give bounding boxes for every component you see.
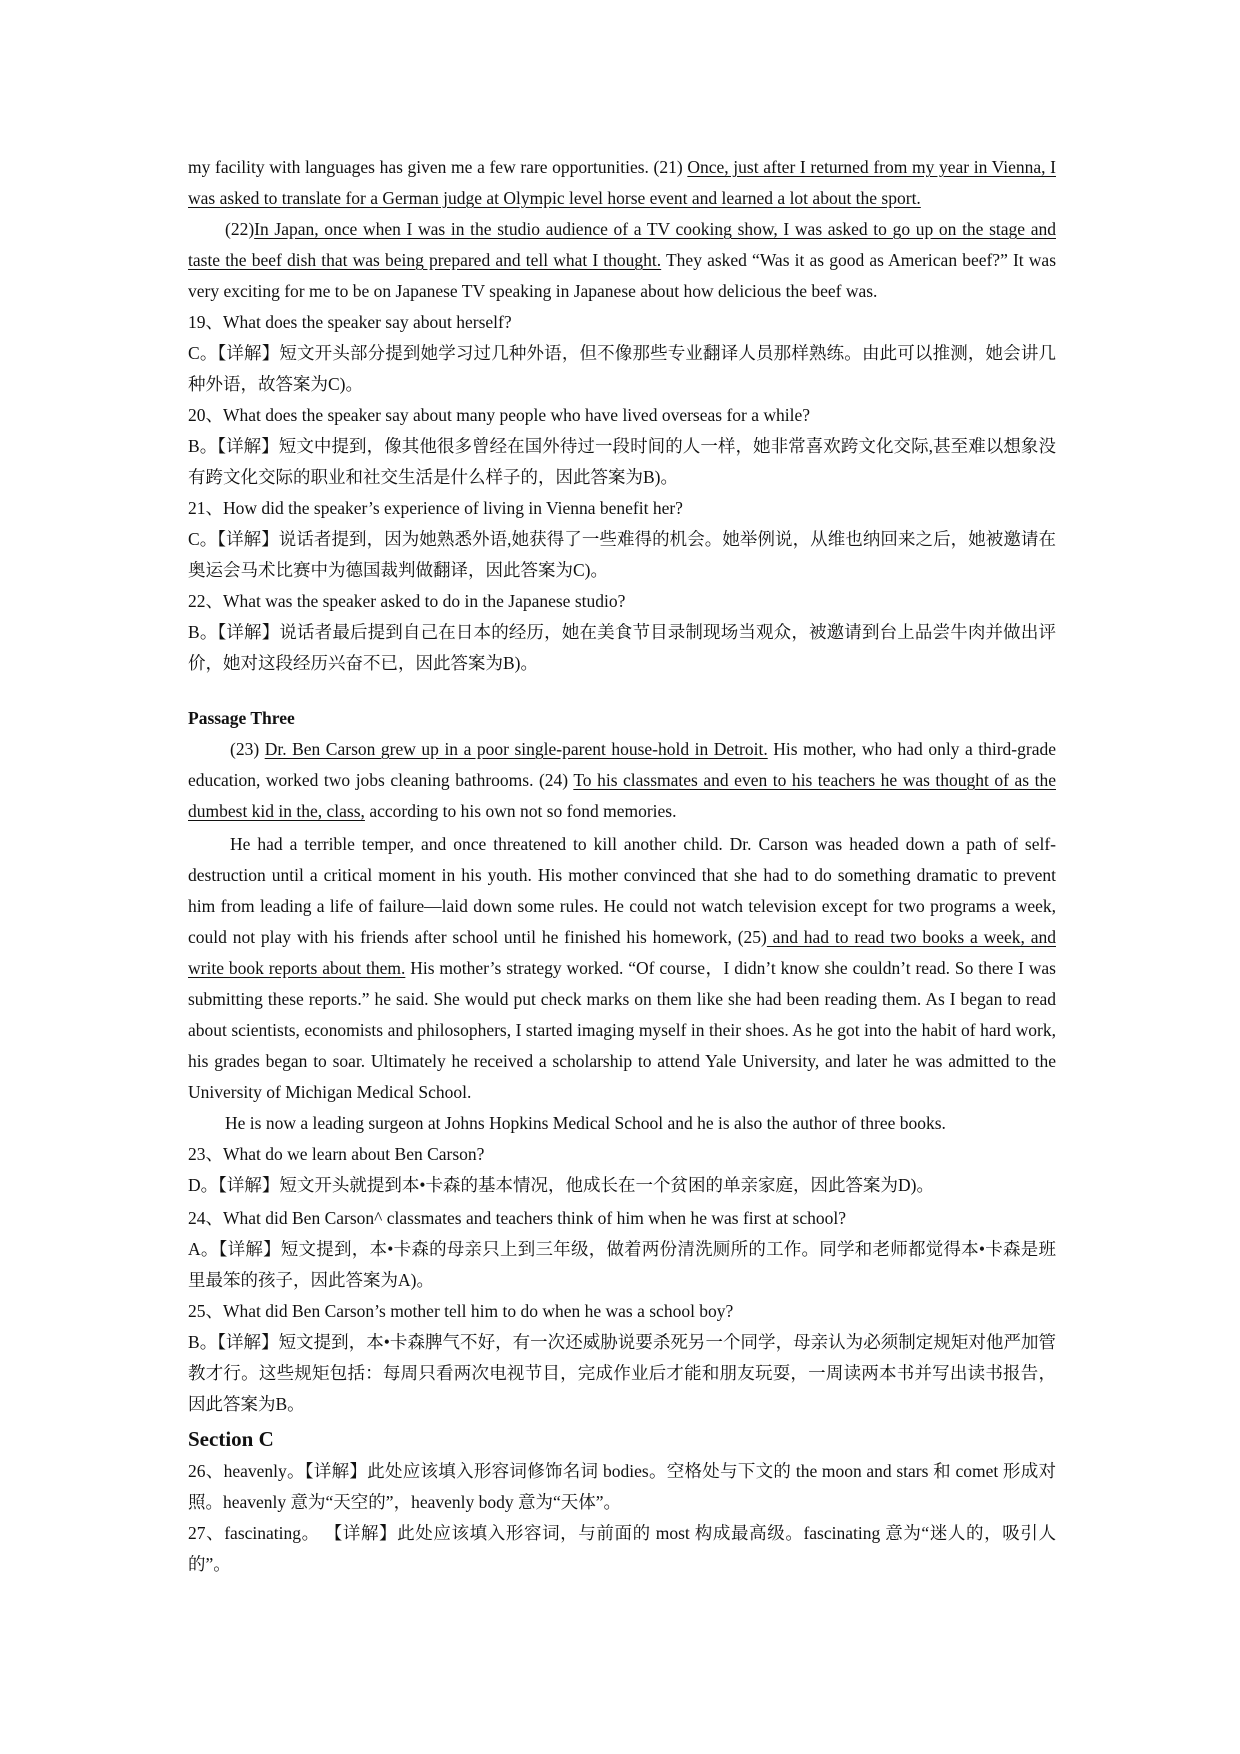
question-20: 20、What does the speaker say about many people who have lived overseas for a while? xyxy=(188,405,811,425)
question-number: (22) xyxy=(225,219,255,239)
passage-three-paragraph xyxy=(188,829,1056,1108)
paragraph-text: He had a terrible temper, and once threatened to kill another child. Dr. Carson was headed down a path of self-destruction until a critical moment in his youth. His mother convinced that she had to do something dramatic to prevent him from leading a life of failure—laid down some rules. He could not watch television except for two programs a week, could not play with his friends after school until he finished his homework, (25) xyxy=(188,834,1056,947)
answer-19: C。【详解】短文开头部分提到她学习过几种外语，但不像那些专业翻译人员那样熟练。由此可以推测，她会讲几种外语，故答案为C)。 xyxy=(188,343,1056,394)
question-22: 22、What was the speaker asked to do in the Japanese studio? xyxy=(188,591,626,611)
underlined-answer-21: Once, just after I returned from my year in Vienna, I was asked to translate for a German judge at Olympic level horse event and learned a lot about the sport. xyxy=(188,157,1056,208)
underlined-answer-25: and had to read two books a week, and write book reports about them. xyxy=(188,927,1056,978)
question-number: (23) xyxy=(230,739,265,759)
paragraph-text: His mother, who had only a third-grade education, worked two jobs cleaning bathrooms. (24) xyxy=(188,739,1056,790)
underlined-answer-24: To his classmates and even to his teachers he was thought of as the dumbest kid in the, class, xyxy=(188,770,1057,821)
passage-two-paragraph xyxy=(188,152,1056,214)
question-24: 24、What did Ben Carson^ classmates and teachers think of him when he was first at school? xyxy=(188,1208,846,1228)
answer-26: 26、heavenly。【详解】此处应该填入形容词修饰名词 bodies。空格处与下文的 the moon and stars 和 comet 形成对照。heavenly 意为“天空的”，heavenly body 意为“天体”。 xyxy=(188,1461,1056,1512)
answer-20: B。【详解】短文中提到，像其他很多曾经在国外待过一段时间的人一样，她非常喜欢跨文化交际,甚至难以想象没有跨文化交际的职业和社交生活是什么样子的，因此答案为B)。 xyxy=(188,436,1056,487)
passage-two-paragraph xyxy=(188,214,1056,307)
page-content xyxy=(188,152,1056,1580)
passage-three-paragraph xyxy=(188,734,1056,827)
underlined-answer-23: Dr. Ben Carson grew up in a poor single-parent house-hold in Detroit. xyxy=(264,739,768,759)
underlined-answer-22: In Japan, once when I was in the studio audience of a TV cooking show, I was asked to go up on the stage and taste the beef dish that was being prepared and tell what I thought. xyxy=(188,219,1056,270)
answer-22: B。【详解】说话者最后提到自己在日本的经历，她在美食节目录制现场当观众，被邀请到台上品尝牛肉并做出评价，她对这段经历兴奋不已，因此答案为B)。 xyxy=(188,622,1056,673)
paragraph-text: His mother’s strategy worked. “Of course，I didn’t know she couldn’t read. So there I was submitting these reports.” he said. She would put check marks on them like she had been reading them. As I began to read about scientists, economists and philosophers, I started imaging myself in their shoes. As he got into the habit of hard work, his grades began to soar. Ultimately he received a scholarship to attend Yale University, and later he was admitted to the University of Michigan Medical School. xyxy=(188,958,1056,1102)
passage-three-paragraph: He is now a leading surgeon at Johns Hopkins Medical School and he is also the author of three books. xyxy=(225,1113,946,1133)
paragraph-text: my facility with languages has given me a few rare opportunities. (21) xyxy=(188,157,688,177)
question-25: 25、What did Ben Carson’s mother tell him to do when he was a school boy? xyxy=(188,1301,734,1321)
answer-21: C。【详解】说话者提到，因为她熟悉外语,她获得了一些难得的机会。她举例说，从维也纳回来之后，她被邀请在奥运会马术比赛中为德国裁判做翻译，因此答案为C)。 xyxy=(188,529,1056,580)
answer-25: B。【详解】短文提到，本•卡森脾气不好，有一次还威胁说要杀死另一个同学，母亲认为必须制定规矩对他严加管教才行。这些规矩包括：每周只看两次电视节目，完成作业后才能和朋友玩耍，一周读两本书并写出读书报告，因此答案为B。 xyxy=(188,1332,1056,1414)
answer-23: D。【详解】短文开头就提到本•卡森的基本情况，他成长在一个贫困的单亲家庭，因此答案为D)。 xyxy=(188,1175,934,1195)
paragraph-text: They asked “Was it as good as American beef?” It was very exciting for me to be on Japanese TV speaking in Japanese about how delicious the beef was. xyxy=(188,250,1057,301)
passage-three-heading: Passage Three xyxy=(188,708,295,728)
answer-24: A。【详解】短文提到，本•卡森的母亲只上到三年级，做着两份清洗厕所的工作。同学和老师都觉得本•卡森是班里最笨的孩子，因此答案为A)。 xyxy=(188,1239,1056,1290)
question-21: 21、How did the speaker’s experience of living in Vienna benefit her? xyxy=(188,498,683,518)
paragraph-text: according to his own not so fond memories. xyxy=(364,801,677,821)
question-19: 19、What does the speaker say about herself? xyxy=(188,312,512,332)
answer-27: 27、fascinating。 【详解】此处应该填入形容词，与前面的 most 构成最高级。fascinating 意为“迷人的，吸引人的”。 xyxy=(188,1523,1056,1574)
section-c-heading: Section C xyxy=(188,1427,274,1451)
question-23: 23、What do we learn about Ben Carson? xyxy=(188,1144,485,1164)
